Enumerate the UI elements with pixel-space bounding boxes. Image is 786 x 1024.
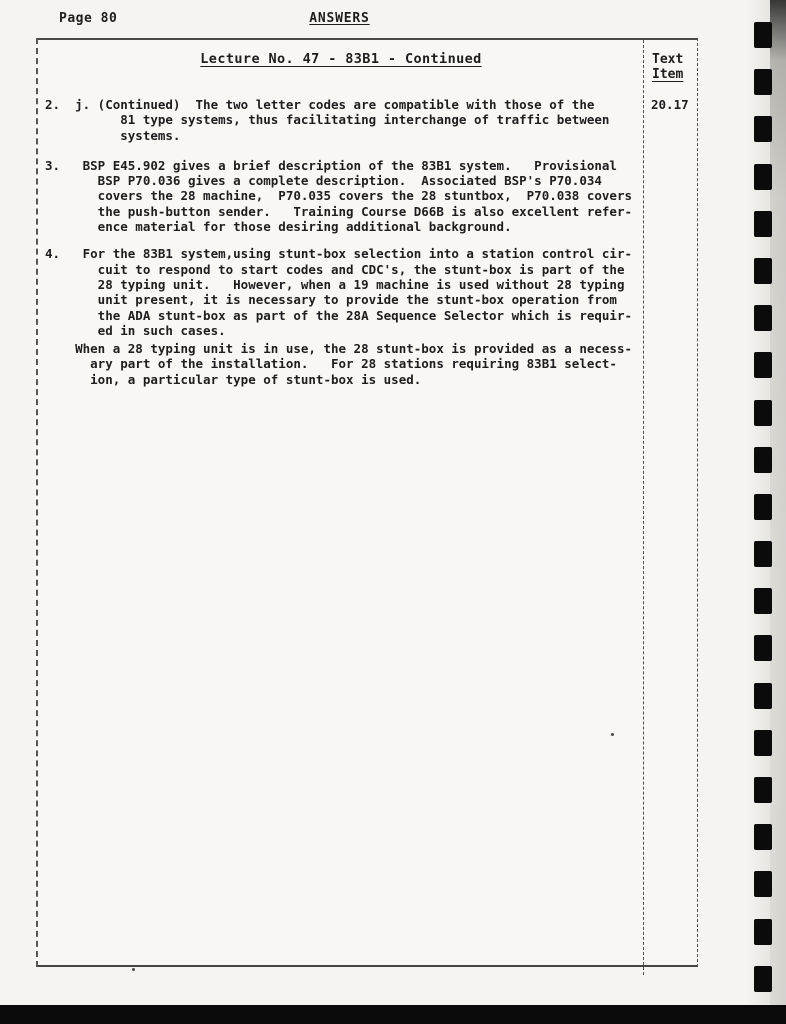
text-item-header-word-item: Item bbox=[652, 67, 684, 82]
page-title: ANSWERS bbox=[309, 11, 370, 26]
page-number-label: Page 80 bbox=[59, 11, 118, 26]
text-line: ary part of the installation. For 28 stations requiring 83B1 select- bbox=[45, 356, 617, 372]
binder-hole bbox=[754, 730, 772, 756]
text-line: BSP P70.036 gives a complete description. Associated BSP's P70.034 bbox=[45, 173, 602, 189]
binder-hole bbox=[754, 824, 772, 850]
paragraph-2 bbox=[45, 97, 632, 143]
text-line: cuit to respond to start codes and CDC's, the stunt-box is part of the bbox=[45, 261, 625, 277]
binder-hole bbox=[754, 871, 772, 897]
binder-hole bbox=[754, 588, 772, 614]
text-item-value: 20.17 bbox=[651, 97, 689, 112]
binder-hole bbox=[754, 447, 772, 473]
text-line: the push-button sender. Training Course D66B is also excellent refer- bbox=[45, 203, 632, 219]
text-line: unit present, it is necessary to provide the stunt-box operation from bbox=[45, 292, 617, 308]
binder-holes bbox=[754, 22, 772, 992]
text-item-column-header bbox=[652, 52, 683, 82]
text-item-column-divider bbox=[643, 40, 644, 975]
scan-edge-gradient bbox=[770, 0, 786, 1005]
text-line: systems. bbox=[45, 127, 181, 143]
paragraph-3 bbox=[45, 158, 632, 234]
binder-hole bbox=[754, 777, 772, 803]
binder-hole bbox=[754, 22, 772, 48]
binder-hole bbox=[754, 258, 772, 284]
text-line: When a 28 typing unit is in use, the 28 stunt-box is provided as a necess- bbox=[45, 341, 632, 357]
text-line: 3. BSP E45.902 gives a brief description of the 83B1 system. Provisional bbox=[45, 157, 617, 173]
text-line: 28 typing unit. However, when a 19 machine is used without 28 typing bbox=[45, 276, 625, 292]
text-line: covers the 28 machine, P70.035 covers the 28 stuntbox, P70.038 covers bbox=[45, 188, 632, 204]
text-line: 4. For the 83B1 system,using stunt-box selection into a station control cir- bbox=[45, 246, 632, 262]
binder-hole bbox=[754, 683, 772, 709]
text-line: the ADA stunt-box as part of the 28A Sequence Selector which is requir- bbox=[45, 307, 632, 323]
binder-hole bbox=[754, 919, 772, 945]
text-line: ence material for those desiring additional background. bbox=[45, 219, 512, 235]
text-line: ion, a particular type of stunt-box is used. bbox=[45, 371, 422, 387]
scan-bottom-black-band bbox=[0, 1005, 786, 1024]
binder-hole bbox=[754, 494, 772, 520]
binder-hole bbox=[754, 635, 772, 661]
text-line: 81 type systems, thus facilitating interchange of traffic between bbox=[45, 112, 610, 128]
binder-hole bbox=[754, 541, 772, 567]
scan-artifact-dot bbox=[132, 968, 135, 971]
scan-artifact-dot bbox=[611, 733, 614, 736]
text-item-header-word-text: Text bbox=[652, 52, 684, 67]
paragraph-4-continuation bbox=[45, 341, 632, 387]
lecture-title: Lecture No. 47 - 83B1 - Continued bbox=[200, 51, 482, 67]
binder-hole bbox=[754, 400, 772, 426]
body-text bbox=[45, 97, 632, 387]
binder-hole bbox=[754, 305, 772, 331]
binder-hole bbox=[754, 164, 772, 190]
text-line: ed in such cases. bbox=[45, 322, 226, 338]
lecture-content-box bbox=[36, 38, 698, 967]
binder-hole bbox=[754, 966, 772, 992]
binder-hole bbox=[754, 116, 772, 142]
binder-hole bbox=[754, 211, 772, 237]
binder-hole bbox=[754, 352, 772, 378]
binder-hole bbox=[754, 69, 772, 95]
paragraph-4 bbox=[45, 246, 632, 338]
text-line: 2. j. (Continued) The two letter codes are compatible with those of the bbox=[45, 97, 595, 112]
